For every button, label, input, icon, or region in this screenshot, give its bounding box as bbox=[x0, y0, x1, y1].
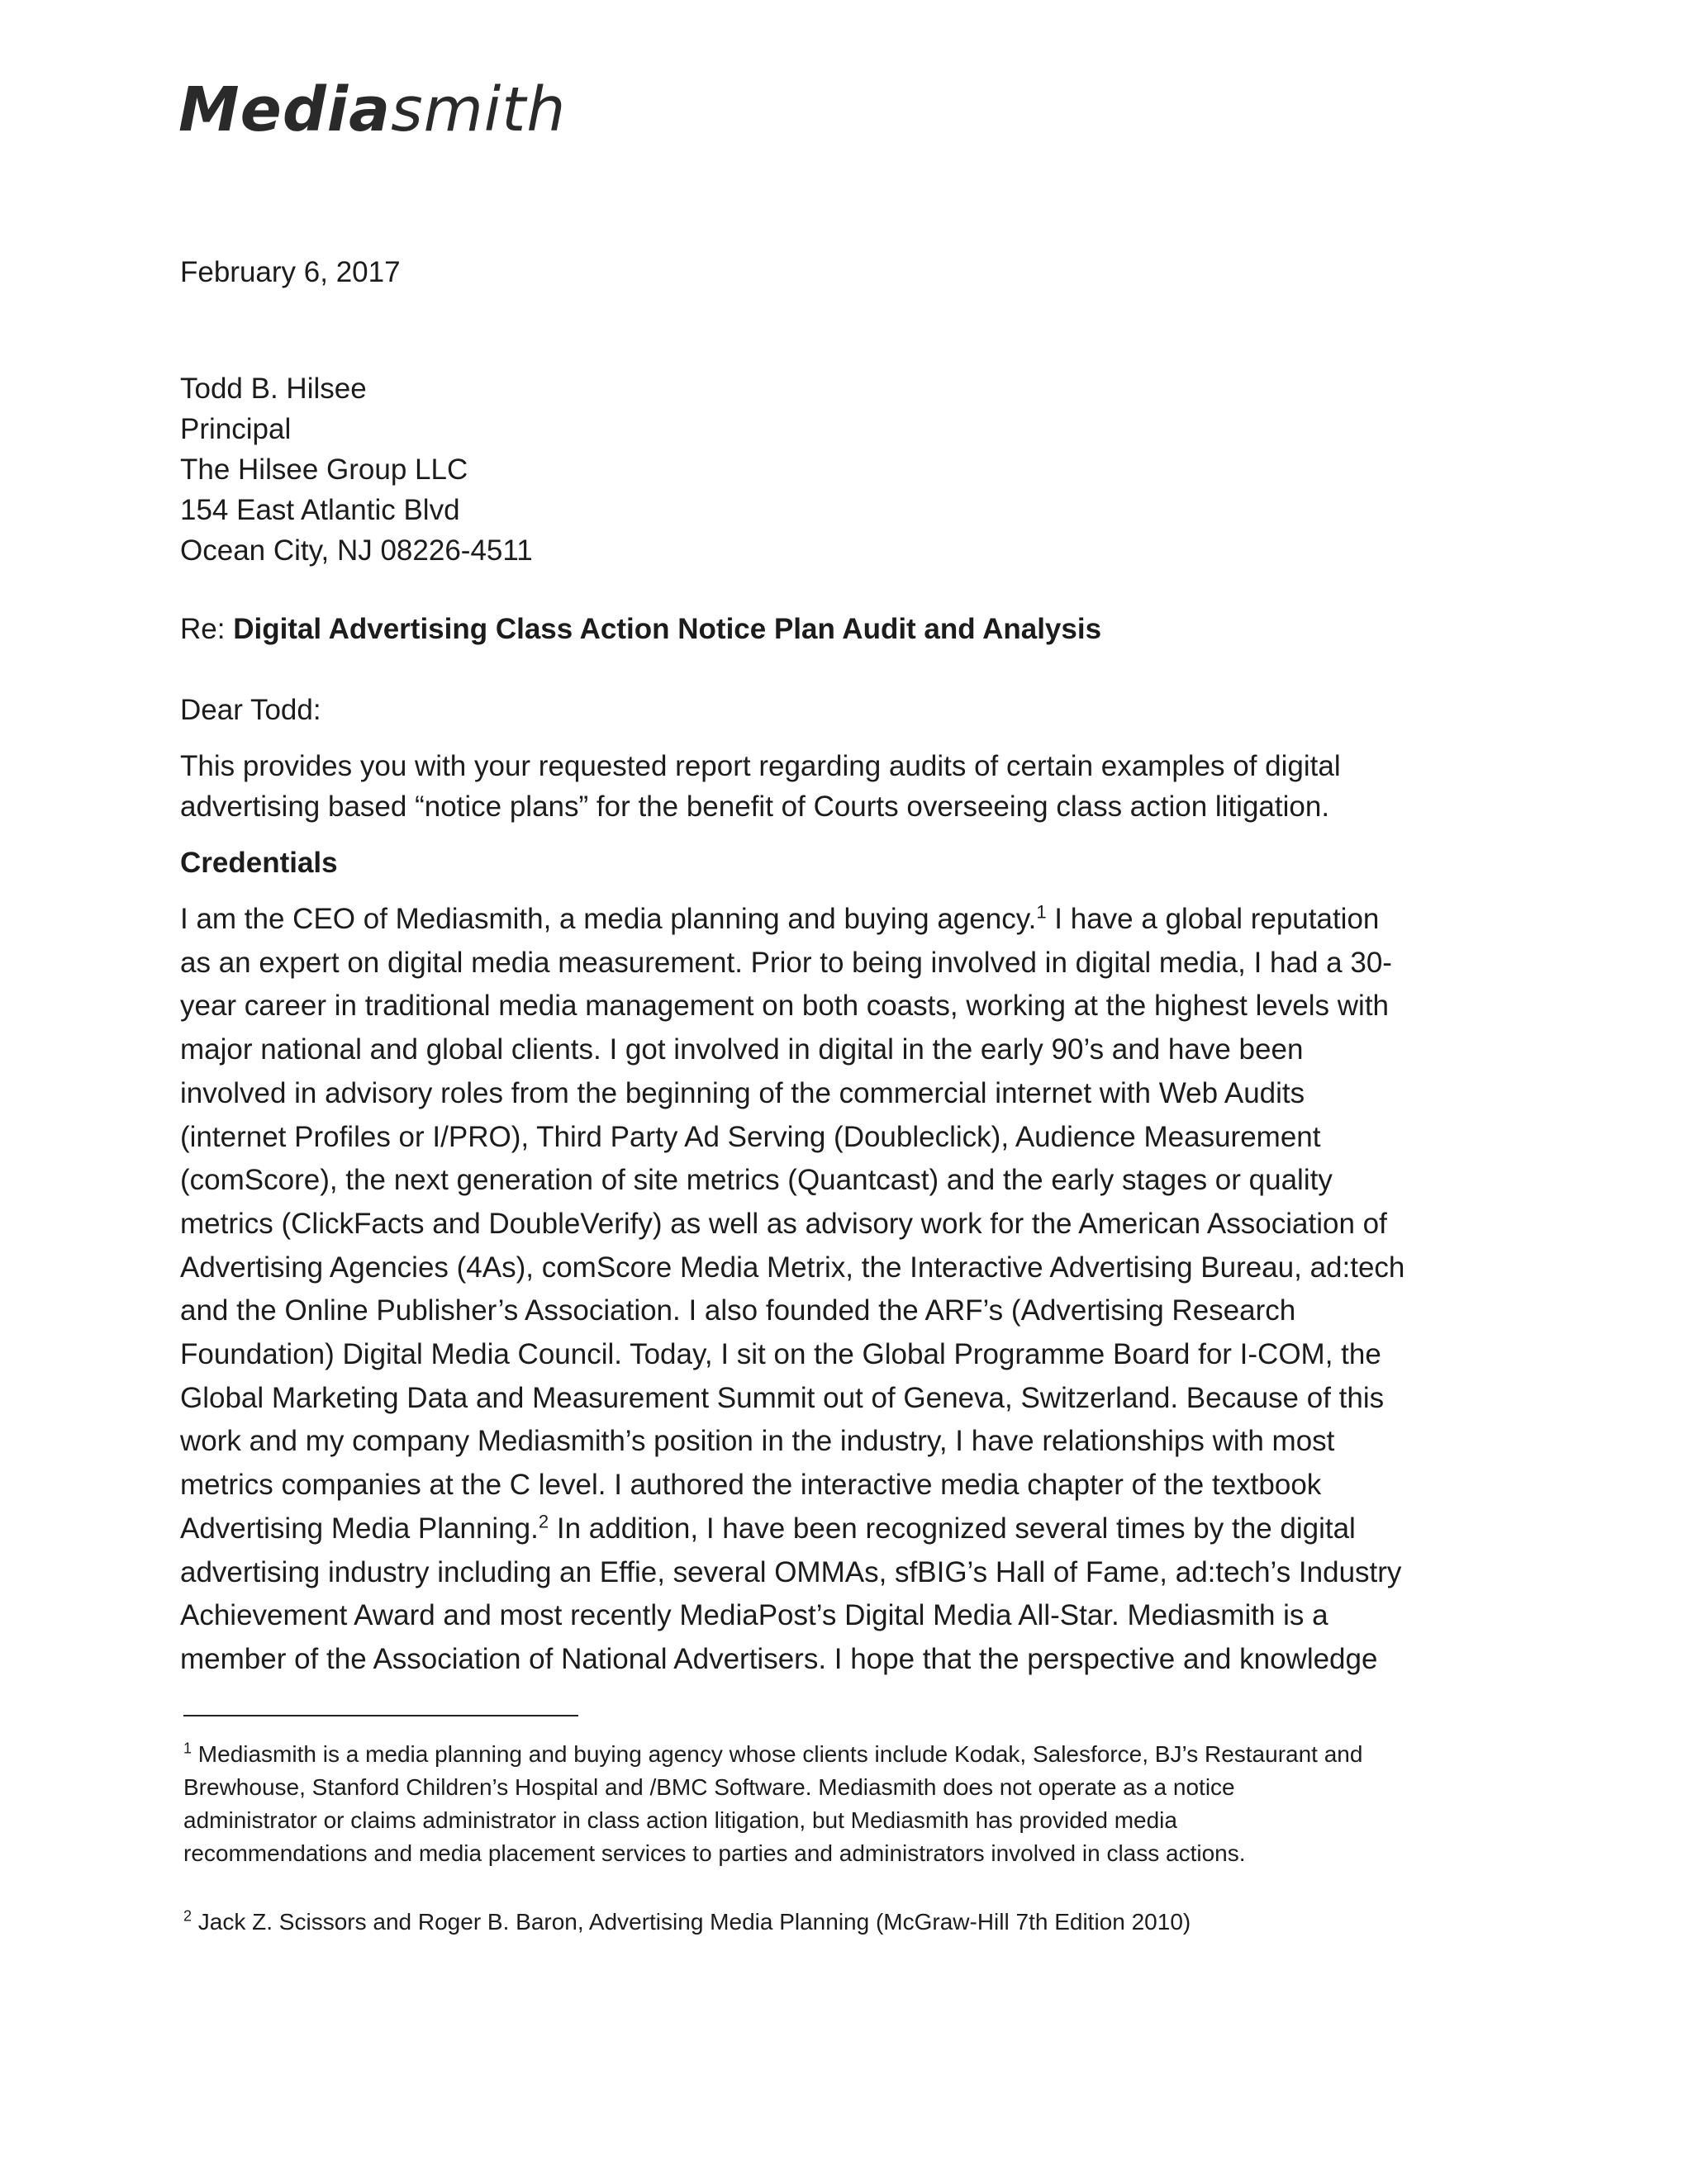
body-line: metrics (ClickFacts and DoubleVerify) as well as advisory work for the American Association of bbox=[180, 1207, 1387, 1240]
recipient-company: The Hilsee Group LLC bbox=[180, 453, 468, 486]
body-line: (comScore), the next generation of site metrics (Quantcast) and the early stages or quality bbox=[180, 1164, 1333, 1197]
recipient-name: Todd B. Hilsee bbox=[180, 373, 367, 405]
footnote-line: recommendations and media placement services to parties and administrators involved in class actions. bbox=[183, 1840, 1246, 1866]
body-line: major national and global clients. I got involved in digital in the early 90’s and have been bbox=[180, 1033, 1304, 1066]
body-line: Achievement Award and most recently MediaPost’s Digital Media All-Star. Mediasmith is a bbox=[180, 1599, 1328, 1632]
body-line: (internet Profiles or I/PRO), Third Party Ad Serving (Doubleclick), Audience Measurement bbox=[180, 1120, 1321, 1153]
body-line: Foundation) Digital Media Council. Today, I sit on the Global Programme Board for I-COM, the bbox=[180, 1338, 1381, 1371]
body-line: involved in advisory roles from the beginning of the commercial internet with Web Audits bbox=[180, 1076, 1305, 1109]
footnote-line: $^2$ Jack Z. Scissors and Roger B. Baron, Advertising Media Planning (McGraw-Hill 7th Edition 2010) bbox=[183, 1907, 1191, 1935]
body-line: Global Marketing Data and Measurement Summit out of Geneva, Switzerland. Because of this bbox=[180, 1381, 1385, 1414]
recipient-city: Ocean City, NJ 08226-4511 bbox=[180, 534, 533, 567]
body-line: and the Online Publisher’s Association. I also founded the ARF’s (Advertising Research bbox=[180, 1294, 1296, 1327]
intro-line: This provides you with your requested report regarding audits of certain examples of digital bbox=[180, 750, 1341, 782]
section-heading-credentials: Credentials bbox=[180, 847, 338, 879]
footnote-divider bbox=[183, 1715, 578, 1716]
recipient-street: 154 East Atlantic Blvd bbox=[180, 494, 460, 526]
body-line: Advertising Agencies (4As), comScore Media Metrix, the Interactive Advertising Bureau, ad:tech bbox=[180, 1251, 1405, 1284]
body-line: year career in traditional media management on both coasts, working at the highest levels with bbox=[180, 990, 1390, 1023]
footnote-line: $^1$ Mediasmith is a media planning and buying agency whose clients include Kodak, Salesforce, BJ’s Restaurant and bbox=[183, 1740, 1363, 1767]
footnote-mark: 2 bbox=[183, 1907, 192, 1925]
footnote-ref-1[interactable]: 1 bbox=[1036, 901, 1047, 923]
body-line: I am the CEO of Mediasmith, a media planning and buying agency.$^1$ I have a global reputation bbox=[180, 901, 1380, 935]
recipient-title: Principal bbox=[180, 413, 292, 445]
body-line: as an expert on digital media measurement. Prior to being involved in digital media, I had a 30- bbox=[180, 946, 1392, 979]
footnote-2 bbox=[183, 1906, 1191, 1939]
subject-line bbox=[180, 611, 1101, 648]
body-line: member of the Association of National Advertisers. I hope that the perspective and knowledge bbox=[180, 1642, 1378, 1675]
footnote-1 bbox=[183, 1738, 1472, 1870]
subject-prefix: Re: bbox=[180, 613, 234, 645]
body-line: work and my company Mediasmith’s position in the industry, I have relationships with most bbox=[180, 1425, 1335, 1458]
mediasmith-logo: Mediasmith bbox=[178, 74, 567, 145]
intro-line: advertising based “notice plans” for the benefit of Courts overseeing class action litigation. bbox=[180, 791, 1330, 823]
intro-paragraph bbox=[180, 746, 1469, 827]
credentials-paragraph bbox=[180, 898, 1485, 1682]
footnote-line: administrator or claims administrator in class action litigation, but Mediasmith has provided media bbox=[183, 1807, 1177, 1833]
letter-date: February 6, 2017 bbox=[180, 256, 401, 288]
footnote-mark: 1 bbox=[183, 1740, 192, 1757]
salutation: Dear Todd: bbox=[180, 694, 321, 726]
footnote-ref-2[interactable]: 2 bbox=[538, 1511, 549, 1532]
body-line: Advertising Media Planning.$^2$ In addition, I have been recognized several times by the digital bbox=[180, 1511, 1356, 1545]
recipient-address bbox=[180, 368, 533, 571]
body-line: metrics companies at the C level. I authored the interactive media chapter of the textbook bbox=[180, 1469, 1322, 1502]
footnote-line: Brewhouse, Stanford Children’s Hospital and /BMC Software. Mediasmith does not operate as a notice bbox=[183, 1774, 1235, 1800]
body-line: advertising industry including an Effie, several OMMAs, sfBIG’s Hall of Fame, ad:tech’s Industry bbox=[180, 1555, 1402, 1588]
subject-text: Digital Advertising Class Action Notice Plan Audit and Analysis bbox=[233, 613, 1102, 645]
